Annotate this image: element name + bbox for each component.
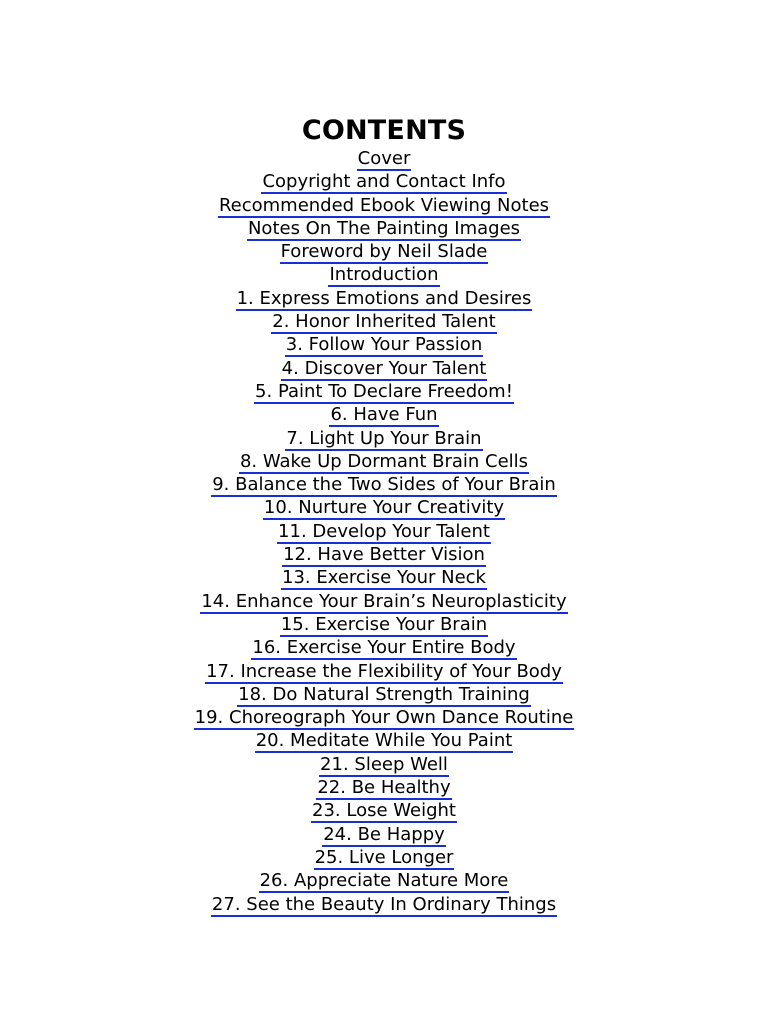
toc-item xyxy=(0,381,768,404)
toc-link[interactable]: 18. Do Natural Strength Training xyxy=(238,683,530,705)
toc-link[interactable]: 24. Be Happy xyxy=(323,823,445,845)
toc-item xyxy=(0,754,768,777)
toc-item xyxy=(0,637,768,660)
toc-link[interactable]: 12. Have Better Vision xyxy=(283,544,485,566)
toc-item xyxy=(0,544,768,567)
toc-item xyxy=(0,288,768,311)
toc-link[interactable]: 2. Honor Inherited Talent xyxy=(272,311,496,333)
toc-link[interactable]: Notes On The Painting Images xyxy=(247,217,521,239)
toc-link[interactable]: 27. See the Beauty In Ordinary Things xyxy=(211,893,557,915)
toc-item xyxy=(0,684,768,707)
toc-item xyxy=(0,218,768,241)
table-of-contents xyxy=(0,148,768,917)
toc-link[interactable]: 26. Appreciate Nature More xyxy=(259,870,509,892)
toc-link[interactable]: Introduction xyxy=(329,264,439,286)
toc-item xyxy=(0,591,768,614)
toc-link[interactable]: 1. Express Emotions and Desires xyxy=(236,287,532,309)
toc-item xyxy=(0,428,768,451)
toc-link[interactable]: 22. Be Healthy xyxy=(317,777,451,799)
toc-link[interactable]: 20. Meditate While You Paint xyxy=(255,730,513,752)
toc-link[interactable]: 3. Follow Your Passion xyxy=(285,334,483,356)
toc-item xyxy=(0,195,768,218)
toc-item xyxy=(0,707,768,730)
toc-link[interactable]: 5. Paint To Declare Freedom! xyxy=(255,380,513,402)
toc-item xyxy=(0,730,768,753)
toc-item xyxy=(0,824,768,847)
toc-item xyxy=(0,894,768,917)
toc-link[interactable]: 4. Discover Your Talent xyxy=(281,357,487,379)
toc-item xyxy=(0,171,768,194)
toc-item xyxy=(0,521,768,544)
toc-link[interactable]: 14. Enhance Your Brain’s Neuroplasticity xyxy=(201,590,567,612)
toc-item xyxy=(0,358,768,381)
toc-link[interactable]: 21. Sleep Well xyxy=(320,753,448,775)
toc-item xyxy=(0,800,768,823)
toc-link[interactable]: 19. Choreograph Your Own Dance Routine xyxy=(194,707,574,729)
toc-link[interactable]: 6. Have Fun xyxy=(330,404,438,426)
toc-link[interactable]: 13. Exercise Your Neck xyxy=(282,567,486,589)
toc-item xyxy=(0,474,768,497)
toc-item xyxy=(0,148,768,171)
toc-link[interactable]: 9. Balance the Two Sides of Your Brain xyxy=(212,474,556,496)
toc-item xyxy=(0,404,768,427)
toc-item xyxy=(0,497,768,520)
toc-item xyxy=(0,311,768,334)
toc-link[interactable]: 8. Wake Up Dormant Brain Cells xyxy=(239,450,529,472)
toc-item xyxy=(0,847,768,870)
toc-link[interactable]: 10. Nurture Your Creativity xyxy=(263,497,505,519)
toc-link[interactable]: 16. Exercise Your Entire Body xyxy=(252,637,516,659)
toc-link[interactable]: Copyright and Contact Info xyxy=(262,171,506,193)
toc-link[interactable]: 11. Develop Your Talent xyxy=(278,520,490,542)
contents-heading: CONTENTS xyxy=(301,115,467,146)
toc-link[interactable]: 7. Light Up Your Brain xyxy=(286,427,482,449)
toc-item xyxy=(0,614,768,637)
toc-link[interactable]: 23. Lose Weight xyxy=(312,800,456,822)
toc-link[interactable]: 17. Increase the Flexibility of Your Body xyxy=(206,660,562,682)
toc-item xyxy=(0,777,768,800)
toc-link[interactable]: 25. Live Longer xyxy=(314,846,454,868)
toc-item xyxy=(0,264,768,287)
toc-link[interactable]: Foreword by Neil Slade xyxy=(280,241,488,263)
toc-item xyxy=(0,241,768,264)
toc-item xyxy=(0,661,768,684)
toc-item xyxy=(0,567,768,590)
toc-link[interactable]: 15. Exercise Your Brain xyxy=(280,613,488,635)
toc-item xyxy=(0,334,768,357)
toc-item xyxy=(0,870,768,893)
toc-link[interactable]: Cover xyxy=(357,148,411,169)
toc-item xyxy=(0,451,768,474)
toc-link[interactable]: Recommended Ebook Viewing Notes xyxy=(218,194,550,216)
